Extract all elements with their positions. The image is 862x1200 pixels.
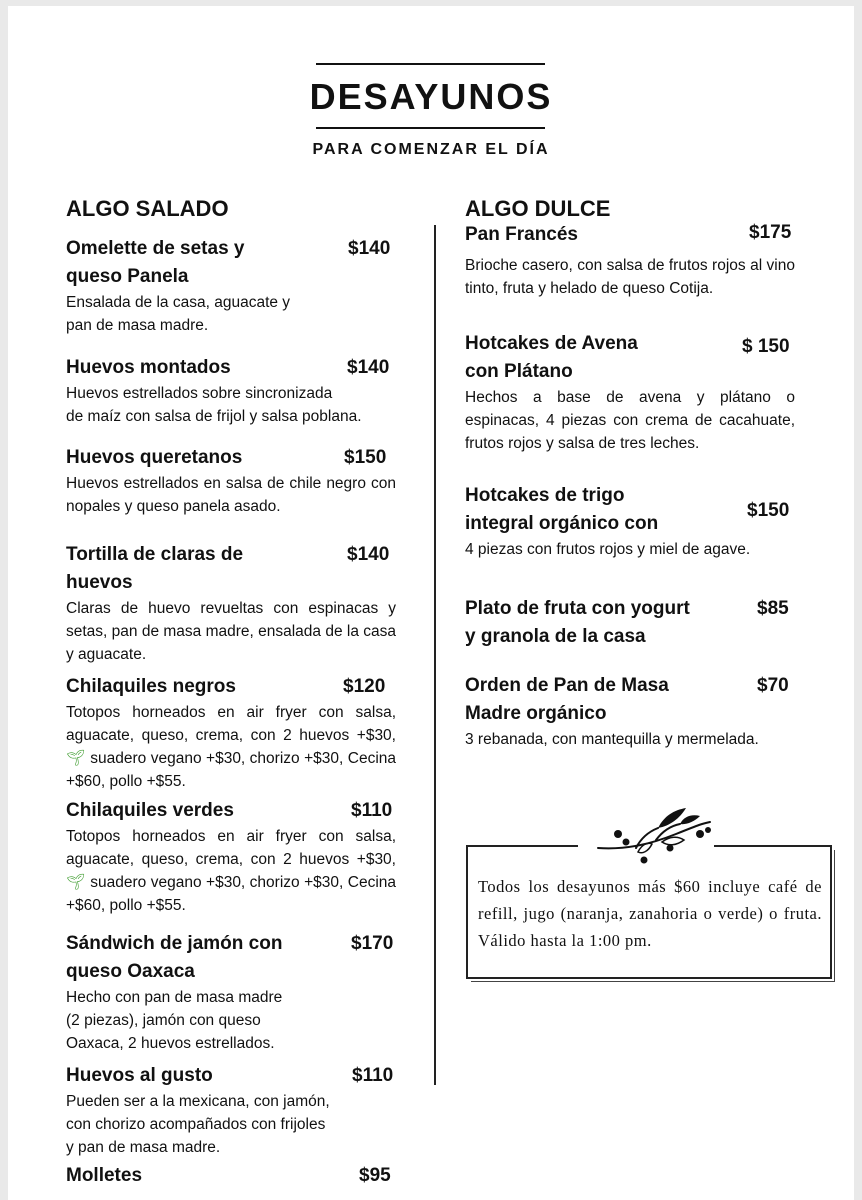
menu-item	[66, 797, 396, 917]
menu-item	[66, 444, 396, 518]
breakfast-note-text: Todos los desayunos más $60 incluye café de refill, jugo (naranja, zanahoria o verde) o fruta. Válido hasta la 1:00 pm.	[478, 877, 822, 950]
item-price: $170	[351, 933, 394, 954]
item-description: Ensalada de la casa, aguacate y pan de masa madre.	[66, 294, 291, 334]
sprout-icon: 🌱︎	[66, 750, 86, 767]
menu-subtitle: PARA COMENZAR EL DÍA	[312, 141, 550, 158]
item-name: Chilaquiles negros	[66, 676, 236, 697]
item-name: Orden de Pan de Masa Madre orgánico	[465, 675, 669, 724]
sprout-icon: 🌱︎	[66, 874, 86, 891]
item-description-part: suadero vegano +$30, chorizo +$30, Cecina +$60, pollo +$55.	[66, 874, 397, 914]
item-description	[66, 701, 396, 793]
item-description: 4 piezas con frutos rojos y miel de agave.	[465, 541, 751, 558]
menu-item	[66, 1062, 396, 1159]
item-price: $150	[747, 500, 790, 521]
item-name: Huevos montados	[66, 357, 231, 378]
header-bottom-rule	[316, 127, 545, 129]
item-price: $85	[757, 598, 789, 619]
item-name: Pan Francés	[465, 224, 578, 245]
item-description: Hecho con pan de masa madre (2 piezas), jamón con queso Oaxaca, 2 huevos estrellados.	[66, 989, 283, 1052]
menu-item	[465, 482, 795, 561]
menu-item	[465, 330, 795, 455]
header-top-rule	[316, 63, 545, 65]
item-price: $95	[359, 1165, 391, 1186]
item-price: $ 150	[742, 336, 790, 357]
menu-item	[66, 354, 416, 428]
item-description: Pueden ser a la mexicana, con jamón, con chorizo acompañados con frijoles y pan de masa madre.	[66, 1093, 330, 1156]
item-description: Huevos estrellados en salsa de chile negro con nopales y queso panela asado.	[66, 475, 396, 515]
item-price: $150	[344, 447, 387, 468]
item-name: Molletes	[66, 1165, 143, 1186]
item-price: $140	[348, 238, 391, 259]
item-description: Claras de huevo revueltas con espinacas y setas, pan de masa madre, ensalada de la casa y aguacate.	[66, 600, 397, 663]
section-title-salado: ALGO SALADO	[66, 196, 229, 221]
item-name: Hotcakes de Avena con Plátano	[465, 333, 638, 382]
item-description-part: suadero vegano +$30, chorizo +$30, Cecina +$60, pollo +$55.	[66, 750, 397, 790]
item-price: $110	[351, 800, 393, 821]
olive-branch-icon	[596, 804, 714, 864]
item-description: Brioche casero, con salsa de frutos rojos al vino tinto, fruta y helado de queso Cotija.	[465, 257, 795, 297]
menu-item	[66, 541, 396, 666]
breakfast-note-box	[466, 845, 832, 979]
item-price: $110	[352, 1065, 394, 1086]
menu-item	[66, 673, 396, 793]
item-price: $70	[757, 675, 789, 696]
item-name: Chilaquiles verdes	[66, 800, 234, 821]
item-name: Hotcakes de trigo integral orgánico con	[465, 485, 659, 534]
menu-item	[465, 672, 815, 751]
item-price: $175	[749, 222, 792, 243]
item-description: Huevos estrellados sobre sincronizada de maíz con salsa de frijol y salsa poblana.	[66, 385, 362, 425]
item-name: Huevos al gusto	[66, 1065, 213, 1086]
item-name: Huevos queretanos	[66, 447, 243, 468]
section-title-dulce: ALGO DULCE	[465, 196, 611, 221]
item-description	[66, 825, 396, 917]
item-name: Plato de fruta con yogurt y granola de la casa	[465, 598, 690, 647]
item-description: 3 rebanada, con mantequilla y mermelada.	[465, 731, 759, 748]
item-description-part: Totopos horneados en air fryer con salsa, aguacate, queso, crema, con 2 huevos +$30,	[66, 704, 396, 744]
item-name: Omelette de setas y queso Panela	[66, 238, 245, 287]
item-name: Tortilla de claras de huevos	[66, 544, 244, 593]
item-price: $120	[343, 676, 386, 697]
item-description-part: Totopos horneados en air fryer con salsa, aguacate, queso, crema, con 2 huevos +$30,	[66, 828, 396, 868]
menu-item	[465, 221, 795, 300]
item-price: $140	[347, 544, 390, 565]
item-name: Sándwich de jamón con queso Oaxaca	[66, 933, 283, 982]
menu-title: DESAYUNOS	[309, 76, 553, 117]
item-description: Hechos a base de avena y plátano o espinacas, 4 piezas con crema de cacahuate, frutos rojos y salsa de tres leches.	[465, 389, 795, 452]
menu-item	[66, 235, 396, 337]
item-price: $140	[347, 357, 390, 378]
menu-item	[66, 930, 396, 1055]
menu-item	[66, 1162, 396, 1190]
column-divider	[434, 225, 436, 1085]
menu-item	[465, 595, 795, 651]
